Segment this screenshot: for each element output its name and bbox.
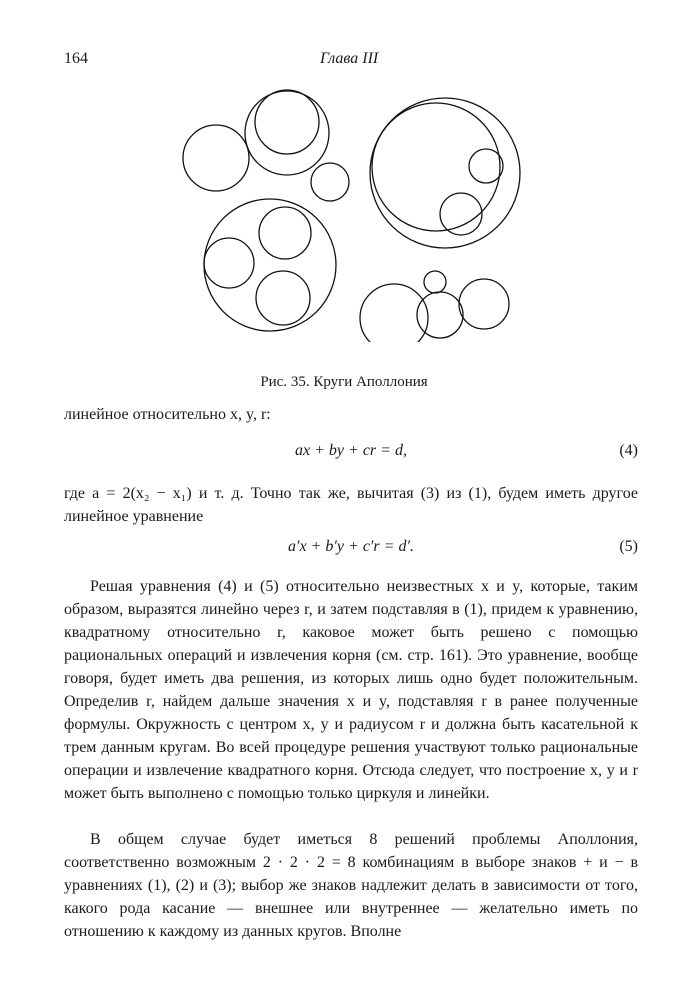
solution-circle bbox=[424, 271, 446, 293]
figure-caption: Рис. 35. Круги Аполлония bbox=[260, 374, 428, 390]
given-circle bbox=[259, 207, 311, 259]
equation-4 bbox=[64, 442, 638, 466]
equation-number: (4) bbox=[619, 442, 638, 459]
given-circle bbox=[255, 90, 319, 154]
paragraph-solution: Решая уравнения (4) и (5) относительно неизвестных x и y, которые, таким образом, выразятся линейно через r, и затем подставляя в (1), придем к уравнению, квадратному относительно r, каковое может быть решено с помощью рациональных операций и извлечения корня (см. стр. 161). Это уравнение, вообще говоря, будет иметь два решения, из которых лишь одно будет положительным. Определив r, найдем дальше значения x и y, подставляя r в ранее полученные формулы. Окружность с центром x, y и радиусом r и должна быть касательной к трем данным кругам. Во всей процедуре решения участвуют только рациональные операции и извлечение квадратного корня. Отсюда следует, что построение x, y и r может быть выполнено с помощью только циркуля и линейки. bbox=[64, 578, 638, 802]
page-header bbox=[64, 50, 638, 72]
equation-number: (5) bbox=[619, 538, 638, 555]
equation-formula: a′x + b′y + c′r = d′. bbox=[288, 538, 414, 555]
given-circle bbox=[204, 238, 254, 288]
page-number: 164 bbox=[64, 50, 88, 67]
given-circle bbox=[417, 292, 463, 338]
running-title: Глава III bbox=[320, 50, 379, 67]
equation-5 bbox=[64, 538, 638, 562]
given-circle bbox=[360, 284, 428, 342]
given-circle bbox=[459, 279, 509, 329]
paragraph-general-case: В общем случае будет иметься 8 решений проблемы Аполлония, соответственно возможным 2 · 2 · 2 = 8 комбинациям в выборе знаков + и − в уравнениях (1), (2) и (3); выбор же знаков надлежит делать в зависимости от того, какого рода касание — внешнее или внутреннее — желательно иметь по отношению к каждому из данных кругов. Вполне bbox=[64, 831, 638, 940]
lead-in-text: линейное относительно x, y, r: bbox=[64, 406, 271, 423]
given-circle bbox=[256, 271, 310, 325]
paragraph-after-eq4: где a = 2(x₂ − x₁) и т. д. Точно так же, вычитая (3) из (1), будем иметь другое линейное уравнение bbox=[64, 485, 638, 525]
given-circle bbox=[311, 163, 349, 201]
given-circle bbox=[372, 103, 500, 231]
solution-circle bbox=[204, 199, 336, 331]
given-circle bbox=[440, 193, 482, 235]
given-circle bbox=[469, 149, 503, 183]
given-circle bbox=[183, 125, 249, 191]
apollonius-circles-figure bbox=[170, 82, 530, 342]
equation-formula: ax + by + cr = d, bbox=[295, 442, 407, 459]
